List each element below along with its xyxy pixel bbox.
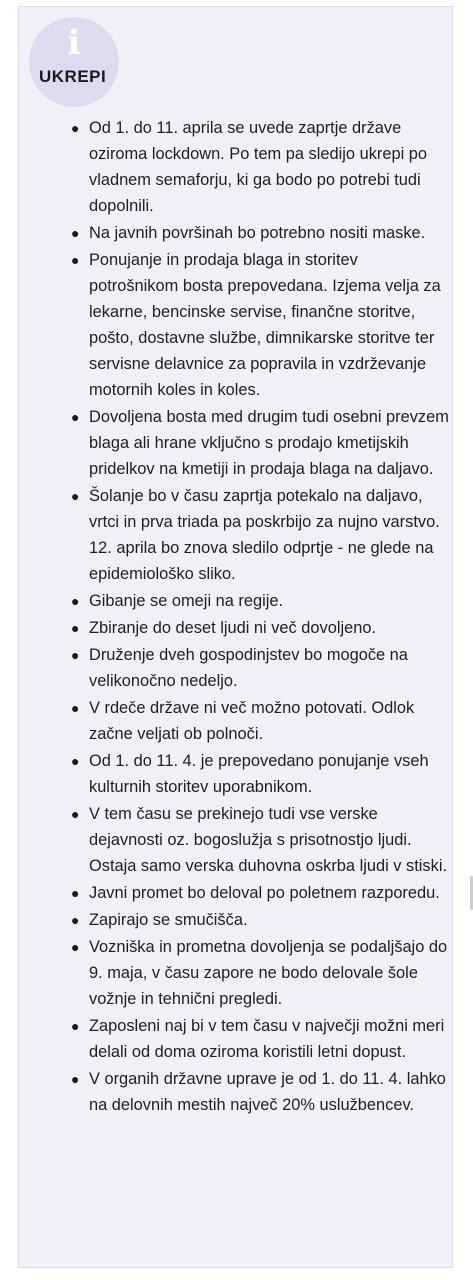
- measure-item: [71, 1066, 449, 1118]
- measure-item: [71, 1013, 449, 1065]
- measure-item: [71, 748, 449, 800]
- measure-text: V rdeče države ni več možno potovati. Odlok začne veljati ob polnoči.: [89, 699, 415, 743]
- measure-item: [71, 404, 449, 482]
- measure-text: Zbiranje do deset ljudi ni več dovoljeno.: [89, 619, 377, 637]
- measure-text: Od 1. do 11. aprila se uvede zaprtje države oziroma lockdown. Po tem pa sledijo ukrepi po vladnem semaforju, ki ga bodo po potrebi tudi dopolnili.: [89, 119, 428, 215]
- measure-item: [71, 642, 449, 694]
- measure-text: Zapirajo se smučišča.: [89, 911, 248, 929]
- measure-item: [71, 247, 449, 403]
- bullet-icon: ●: [71, 1071, 80, 1087]
- bullet-icon: ●: [71, 1018, 80, 1034]
- bullet-icon: ●: [71, 620, 80, 636]
- measure-text: Ponujanje in prodaja blaga in storitev potrošnikom bosta prepovedana. Izjema velja za lekarne, bencinske servise, finančne storitve, pošto, dostavne službe, dimnikarske storitve ter servisne delavnice za popravila in vzdrževanje motornih koles in koles.: [89, 251, 441, 399]
- measure-text: Vozniška in prometna dovoljenja se podaljšajo do 9. maja, v času zapore ne bodo delovale šole vožnje in tehnični pregledi.: [89, 938, 448, 1008]
- bullet-icon: ●: [71, 939, 80, 955]
- measure-item: [71, 615, 449, 641]
- infobox-title: UKREPI: [39, 67, 107, 86]
- measure-text: Javni promet bo deloval po poletnem razporedu.: [89, 884, 440, 902]
- measure-item: [71, 220, 449, 246]
- measure-text: Od 1. do 11. 4. je prepovedano ponujanje vseh kulturnih storitev uporabnikom.: [89, 752, 429, 796]
- measure-item: [71, 880, 449, 906]
- measure-item: [71, 907, 449, 933]
- bullet-icon: ●: [71, 700, 80, 716]
- measure-item: [71, 695, 449, 747]
- measure-item: [71, 934, 449, 1012]
- measure-item: [71, 483, 449, 587]
- measure-text: V tem času se prekinejo tudi vse verske dejavnosti oz. bogoslužja s prisotnostjo ljudi. Ostaja samo verska duhovna oskrba ljudi v stiski.: [89, 805, 448, 875]
- measure-item: [71, 801, 449, 879]
- measures-list: [71, 115, 449, 1119]
- bullet-icon: ●: [71, 252, 80, 268]
- bullet-icon: ●: [71, 806, 80, 822]
- measure-text: Zaposleni naj bi v tem času v največji možni meri delali od doma oziroma koristili letni dopust.: [89, 1017, 445, 1061]
- bullet-icon: ●: [71, 409, 80, 425]
- measure-text: Na javnih površinah bo potrebno nositi maske.: [89, 224, 426, 242]
- bullet-icon: ●: [71, 120, 80, 136]
- measure-item: [71, 115, 449, 219]
- bullet-icon: ●: [71, 912, 80, 928]
- bullet-icon: ●: [71, 593, 80, 609]
- bullet-icon: ●: [71, 488, 80, 504]
- measure-text: Šolanje bo v času zaprtja potekalo na daljavo, vrtci in prva triada pa poskrbijo za nujno varstvo. 12. aprila bo znova sledilo odprtje - ne glede na epidemiološko sliko.: [89, 487, 440, 583]
- bullet-icon: ●: [71, 753, 80, 769]
- measures-infobox: [18, 6, 453, 1268]
- bullet-icon: ●: [71, 647, 80, 663]
- measure-text: V organih državne uprave je od 1. do 11. 4. lahko na delovnih mestih največ 20% uslužbencev.: [89, 1070, 446, 1114]
- measure-text: Druženje dveh gospodinjstev bo mogoče na velikonočno nedeljo.: [89, 646, 408, 690]
- bullet-icon: ●: [71, 885, 80, 901]
- measure-item: [71, 588, 449, 614]
- measure-text: Dovoljena bosta med drugim tudi osebni prevzem blaga ali hrane vključno s prodajo kmetijskih pridelkov na kmetiji in prodaja blaga na daljavo.: [89, 408, 449, 478]
- bullet-icon: ●: [71, 225, 80, 241]
- info-badge: [29, 17, 119, 107]
- measure-text: Gibanje se omeji na regije.: [89, 592, 284, 610]
- info-icon: i: [67, 23, 81, 63]
